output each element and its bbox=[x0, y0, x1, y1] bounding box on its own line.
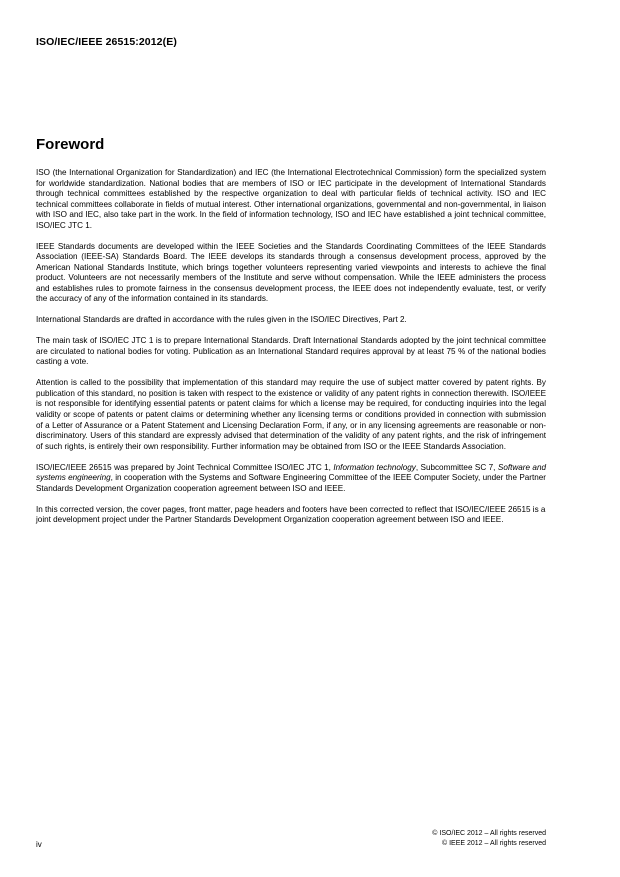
paragraph-prepared-by bbox=[36, 463, 546, 495]
document-id-header: ISO/IEC/IEEE 26515:2012(E) bbox=[36, 36, 177, 48]
paragraph-corrected-version: In this corrected version, the cover pages, front matter, page headers and footers have been corrected to reflect that ISO/IEC/IEEE 26515 is a joint development project under the Partner Standards Development Organization cooperation agreement between ISO and IEEE. bbox=[36, 504, 546, 525]
iso-copyright: © ISO/IEC 2012 – All rights reserved bbox=[432, 830, 546, 837]
paragraph-directives: International Standards are drafted in accordance with the rules given in the ISO/IEC Directives, Part 2. bbox=[36, 315, 407, 325]
prepared-by-text-1: ISO/IEC/IEEE 26515 was prepared by Joint Technical Committee ISO/IEC JTC 1, bbox=[36, 462, 334, 472]
prepared-by-text-3: , in cooperation with the Systems and Software Engineering Committee of the IEEE Computer Society, under the Partner Standards Development Organization cooperation agreement between ISO and IEEE. bbox=[36, 473, 546, 493]
paragraph-jtc1-task: The main task of ISO/IEC JTC 1 is to prepare International Standards. Draft International Standards adopted by the joint technical committee are circulated to national bodies for voting. Publication as an International Standard requires approval by at least 75 % of the national bodies casting a vote. bbox=[36, 336, 546, 367]
page-title: Foreword bbox=[36, 136, 105, 153]
paragraph-patent-rights: Attention is called to the possibility that implementation of this standard may require the use of subject matter covered by patent rights. By publication of this standard, no position is taken with respect to the existence or validity of any patent rights in connection therewith. ISO/IEEE is not responsible for identifying essential patents or patent claims for which a license may be required, for conducting inquiries into the legal validity or scope of patents or patent claims or determining whether any licensing terms or conditions provided in connection with submission of a Letter of Assurance or a Patent Statement and Licensing Declaration Form, if any, or in any licensing agreements are reasonable or non-discriminatory. Users of this standard are expressly advised that determination of the validity of any patent rights, and the risk of infringement of such rights, is entirely their own responsibility. Further information may be obtained from ISO or the IEEE Standards Association. bbox=[36, 378, 546, 451]
ieee-copyright: © IEEE 2012 – All rights reserved bbox=[442, 840, 546, 847]
page-number: iv bbox=[36, 840, 42, 849]
subcommittee-title: Software and systems engineering bbox=[36, 462, 546, 483]
foreword-body bbox=[36, 168, 546, 536]
paragraph-ieee-standards: IEEE Standards documents are developed within the IEEE Societies and the Standards Coordinating Committees of the IEEE Standards Association (IEEE-SA) Standards Board. The IEEE develops its standards through a consensus development process, approved by the American National Standards Institute, which brings together volunteers representing varied viewpoints and interests to achieve the final product. Volunteers are not necessarily members of the Institute and serve without compensation. While the IEEE administers the process and establishes rules to promote fairness in the consensus development process, the IEEE does not independently evaluate, test, or verify the accuracy of any of the information contained in its standards. bbox=[36, 241, 546, 304]
prepared-by-text-2: , Subcommittee SC 7, bbox=[415, 462, 498, 472]
paragraph-iso-iec: ISO (the International Organization for Standardization) and IEC (the International Electrotechnical Commission) form the specialized system for worldwide standardization. National bodies that are members of ISO or IEC participate in the development of International Standards through technical committees established by the respective organization to deal with particular fields of technical activity. ISO and IEC technical committees collaborate in fields of mutual interest. Other international organizations, governmental and non-governmental, in liaison with ISO and IEC, also take part in the work. In the field of information technology, ISO and IEC have established a joint technical committee, ISO/IEC JTC 1. bbox=[36, 168, 546, 230]
committee-title: Information technology bbox=[333, 462, 416, 472]
copyright-notice bbox=[432, 829, 546, 849]
